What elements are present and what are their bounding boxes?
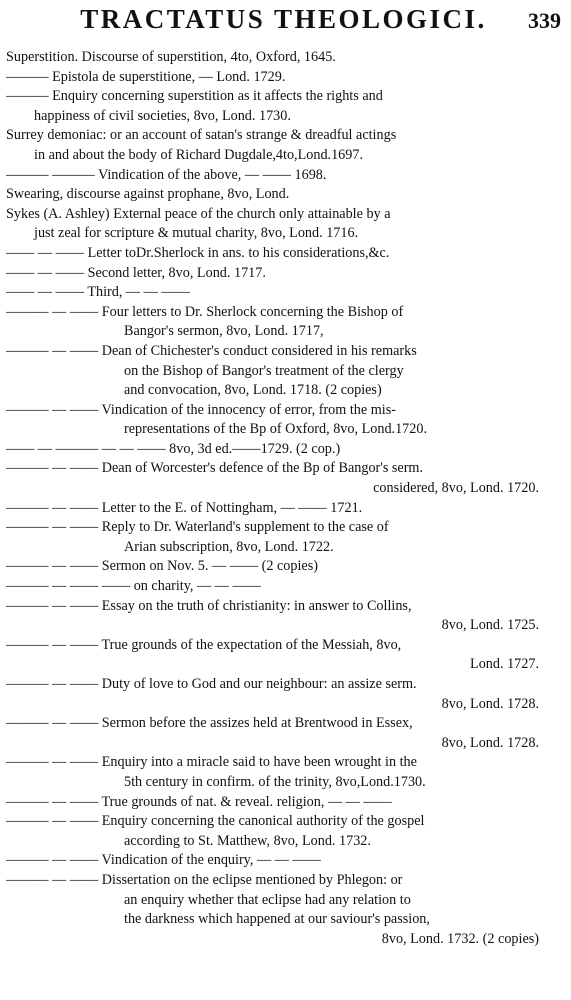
entry-line: Surrey demoniac: or an account of satan's strange & dreadful actings	[6, 127, 397, 144]
entry-line: —— — —— Second letter, 8vo, Lond. 1717.	[6, 264, 266, 281]
catalogue-entry	[6, 714, 561, 753]
entry-line: Sykes (A. Ashley) External peace of the church only attainable by a	[6, 205, 391, 222]
catalogue-entry	[6, 597, 561, 636]
catalogue-entry	[6, 459, 561, 498]
entry-line: —— — —— Letter toDr.Sherlock in ans. to his considerations,&c.	[6, 244, 390, 261]
entry-line: ——— — —— Enquiry into a miracle said to have been wrought in the	[6, 754, 417, 771]
entry-line: an enquiry whether that eclipse had any relation to	[124, 891, 411, 908]
catalogue-entry	[6, 851, 561, 871]
entry-line: ——— ——— Vindication of the above, — —— 1698.	[6, 166, 327, 183]
entry-line: ——— — —— Dean of Worcester's defence of the Bp of Bangor's serm.	[6, 460, 424, 477]
catalogue-entry	[6, 518, 561, 557]
entry-line: on the Bishop of Bangor's treatment of the clergy	[124, 362, 404, 379]
entry-line: considered, 8vo, Lond. 1720.	[373, 480, 539, 497]
entry-line: ——— Enquiry concerning superstition as it affects the rights and	[6, 88, 383, 105]
entry-line: happiness of civil societies, 8vo, Lond. 1730.	[34, 107, 291, 124]
entry-line: ——— — —— Duty of love to God and our neighbour: an assize serm.	[6, 676, 417, 692]
catalogue-entry	[6, 166, 561, 186]
entry-line: ——— — —— True grounds of the expectation of the Messiah, 8vo,	[6, 636, 402, 653]
catalogue-entry	[6, 675, 561, 714]
page-header	[6, 4, 561, 48]
entry-line: just zeal for scripture & mutual charity, 8vo, Lond. 1716.	[34, 225, 359, 242]
catalogue-entries	[6, 48, 561, 949]
catalogue-entry	[6, 283, 561, 303]
entry-line: ——— — —— Enquiry concerning the canonical authority of the gospel	[6, 813, 425, 830]
entry-line: according to St. Matthew, 8vo, Lond. 1732.	[124, 832, 371, 849]
entry-line: Superstition. Discourse of superstition, 4to, Oxford, 1645.	[6, 49, 336, 65]
entry-line: ——— — —— Sermon before the assizes held at Brentwood in Essex,	[6, 715, 413, 732]
catalogue-entry	[6, 753, 561, 792]
catalogue-entry	[6, 185, 561, 205]
catalogue-entry	[6, 244, 561, 264]
entry-line: in and about the body of Richard Dugdale,4to,Lond.1697.	[34, 146, 364, 163]
catalogue-entry	[6, 499, 561, 519]
entry-line: 8vo, Lond. 1728.	[441, 734, 539, 751]
entry-line: ——— — —— —— on charity, — — ——	[6, 578, 261, 595]
page-number: 339	[528, 8, 561, 33]
entry-line: Arian subscription, 8vo, Lond. 1722.	[124, 538, 334, 555]
entry-line: representations of the Bp of Oxford, 8vo, Lond.1720.	[124, 421, 428, 438]
entry-line: 8vo, Lond. 1728.	[441, 695, 539, 712]
entry-line: the darkness which happened at our saviour's passion,	[124, 911, 430, 928]
entry-line: 8vo, Lond. 1725.	[441, 617, 539, 634]
entry-line: ——— — —— Vindication of the innocency of error, from the mis-	[6, 401, 396, 418]
running-title: TRACTATUS THEOLOGICI.	[80, 4, 487, 34]
entry-line: ——— Epistola de superstitione, — Lond. 1729.	[6, 68, 286, 85]
entry-line: ——— — —— Essay on the truth of christianity: in answer to Collins,	[6, 597, 412, 614]
entry-line: ——— — —— Sermon on Nov. 5. — —— (2 copies)	[6, 558, 318, 575]
catalogue-entry	[6, 440, 561, 460]
catalogue-entry	[6, 126, 561, 165]
catalogue-entry	[6, 871, 561, 949]
catalogue-entry	[6, 264, 561, 284]
catalogue-entry	[6, 401, 561, 440]
entry-line: ——— — —— Dean of Chichester's conduct considered in his remarks	[6, 342, 417, 359]
catalogue-entry	[6, 342, 561, 401]
entry-line: ——— — —— Dissertation on the eclipse mentioned by Phlegon: or	[6, 871, 403, 888]
catalogue-entry	[6, 205, 561, 244]
entry-line: and convocation, 8vo, Lond. 1718. (2 copies)	[124, 382, 382, 399]
entry-line: 5th century in confirm. of the trinity, 8vo,Lond.1730.	[124, 773, 426, 790]
catalogue-entry	[6, 557, 561, 577]
entry-line: Lond. 1727.	[470, 656, 539, 673]
entry-line: 8vo, Lond. 1732. (2 copies)	[381, 930, 539, 947]
catalogue-entry	[6, 577, 561, 597]
catalogue-entry	[6, 303, 561, 342]
entry-line: Bangor's sermon, 8vo, Lond. 1717,	[124, 323, 324, 340]
catalogue-entry	[6, 636, 561, 675]
entry-line: —— — —— Third, — — ——	[6, 284, 190, 301]
entry-line: ——— — —— Vindication of the enquiry, — — ——	[6, 852, 321, 869]
entry-line: ——— — —— True grounds of nat. & reveal. religion, — — ——	[6, 793, 392, 810]
entry-line: —— — ——— — — —— 8vo, 3d ed.——1729. (2 cop.)	[6, 440, 341, 457]
entry-line: ——— — —— Four letters to Dr. Sherlock concerning the Bishop of	[6, 303, 404, 320]
catalogue-entry	[6, 87, 561, 126]
catalogue-entry	[6, 68, 561, 88]
entry-line: Swearing, discourse against prophane, 8vo, Lond.	[6, 186, 290, 203]
catalogue-entry	[6, 812, 561, 851]
entry-line: ——— — —— Reply to Dr. Waterland's supplement to the case of	[6, 519, 389, 536]
catalogue-entry	[6, 793, 561, 813]
catalogue-entry	[6, 48, 561, 68]
entry-line: ——— — —— Letter to the E. of Nottingham, — —— 1721.	[6, 499, 363, 516]
